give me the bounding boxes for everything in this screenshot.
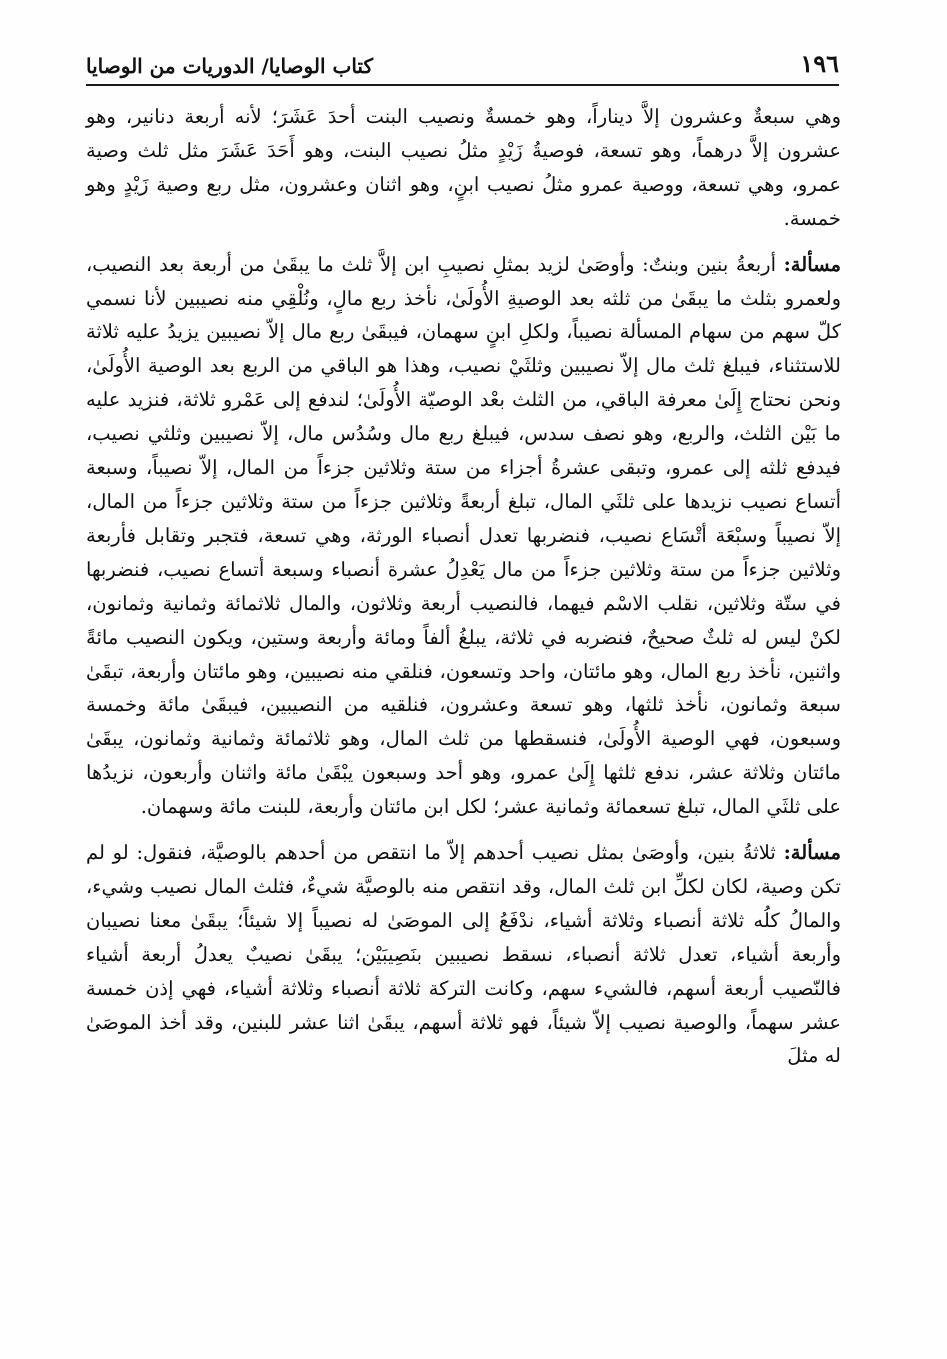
body-text	[86, 100, 841, 1073]
paragraph-text: ثلاثةُ بنين، وأوصَىٰ بمثل نصيب أحدهم إلاّ ما انتقص من أحدهم بالوصيَّة، فنقول: لو لم تكن وصية، لكان لكلِّ ابن ثلث المال، وقد انتقص منه بالوصيَّة شيءٌ، فثلث المال نصيب وشيء، والمالُ كلُه ثلاثة أنصباء وثلاثة أشياء، ندْفَعُ إلى الموصَىٰ له نصيباً إلا شيئاً؛ يبقَىٰ معنا نصيبان وأربعة أشياء، تعدل ثلاثة أنصباء، نسقط نصيبين بنَصِيبَيْن؛ يبقَىٰ نصيبٌ يعدلُ أربعة أشياء فالنّصيب أربعة أسهم، فالشيء سهم، وكانت التركة ثلاثة أنصباء وثلاثة أشياء، فهي إذن خمسة عشر سهماً، والوصية نصيب إلاّ شيئاً، فهو ثلاثة أسهم، يبقَىٰ اثنا عشر للبنين، وقد أخذ الموصَىٰ له مثلَ	[86, 841, 841, 1068]
masala-term: مسألة:	[783, 841, 841, 865]
header-title: كتاب الوصايا/ الدوريات من الوصايا	[86, 54, 373, 78]
running-header	[86, 38, 839, 86]
paragraph-masala-1	[86, 248, 841, 824]
paragraph-masala-2	[86, 836, 841, 1073]
masala-term: مسألة:	[783, 252, 841, 276]
paragraph-text: وهي سبعةٌ وعشرون إلاَّ ديناراً، وهو خمسةٌ ونصيب البنت أحدَ عَشَرَ؛ لأنه أربعة دنانير، وهو عشرون إلاَّ درهماً، وهو تسعة، فوصيةُ زَيْدٍ مثلُ نصيب البنت، وهو أَحَدَ عَشَرَ مثل ثلث وصية عمرو، وهي تسعة، ووصية عمرو مثلُ نصيب ابنٍ، وهو اثنان وعشرون، مثل ربع وصية زَيْدٍ وهو خمسة.	[86, 105, 841, 230]
paragraph-continuation	[86, 100, 841, 236]
paragraph-text: أربعةُ بنين وبنتٌ: وأوصَىٰ لزيد بمثلِ نصيبِ ابن إلاَّ ثلث ما يبقَىٰ من أربعة بعد النصيب، ولعمرو بثلث ما يبقَىٰ من ثلثه بعد الوصيةِ الأُولَىٰ، نأخذ ربع مالٍ، ونُلْقِي منه نصيبين لأنا نسمي كلّ سهم من سهام المسألة نصيباً، ولكلِ ابنٍ سهمان، فيبقَىٰ ربع مال إلاّ نصيبين يزيدُ عليه ثلاثة للاستثناء، فيبلغ ثلث مال إلاّ نصيبين وثلثَيْ نصيب، وهذا هو الباقي من الربع بعد الوصية الأُولَىٰ، ونحن نحتاج إِلَىٰ معرفة الباقي، من الثلث بعْد الوصيّة الأُولَىٰ؛ لندفع إلى عَمْرو ثلاثة، فنزيد عليه ما بَيْن الثلث، والربع، وهو نصف سدس، فيبلغ ربع مال وسُدُس مال، إلاّ نصيبين وثلثي نصيب، فيدفع ثلثه إلى عمرو، وتبقى عشرةُ أجزاء من ستة وثلاثين جزءاً من المال، إلاّ نصيباً، وسبعة أتساع نصيب نزيدها على ثلثَي المال، تبلغ أربعةً وثلاثين جزءاً من ستة وثلاثين جزءاً من المال، إلاّ نصيباً وسبْعَة أتْسَاع نصيب، فنضربها تعدل أنصباء الورثة، وهي تسعة، فتجبر وتقابل فأربعة وثلاثين جزءاً من ستة وثلاثين جزءاً من مال يَعْدِلُ عشرة أنصباء وسبعة أتساع نصيب، فنضربها في ستّة وثلاثين، نقلب الاسْم فيهما، فالنصيب أربعة وثلاثون، والمال ثلاثمائة وثمانية وثمانون، لكنْ ليس له ثلثٌ صحيحٌ، فنضربه في ثلاثة، يبلغُ ألفاً ومائة وأربعة وستين، ويكون النصيب مائةً واثنين، نأخذ ربع المال، وهو مائتان، واحد وتسعون، فنلقي منه نصيبين، وهو مائتان وأربعة، تبقَىٰ سبعة وثمانون، نأخذ ثلثها، وهو تسعة وعشرون، فنلقيه من النصيبين، فيبقَىٰ مائة وخمسة وسبعون، فهي الوصية الأُولَىٰ، فنسقطها من ثلث المال، وهو ثلاثمائة وثمانية وثمانون، يبقَىٰ مائتان وثلاثة عشر، ندفع ثلثها إِلَىٰ عمرو، وهو أحد وسبعون يبْقَىٰ مائة واثنان وأربعون، نزيدُها على ثلثَي المال، تبلغ تسعمائة وثمانية عشر؛ لكل ابن مائتان وأربعة، للبنت مائة وسهمان.	[86, 252, 841, 819]
page-number: ١٩٦	[800, 49, 839, 78]
